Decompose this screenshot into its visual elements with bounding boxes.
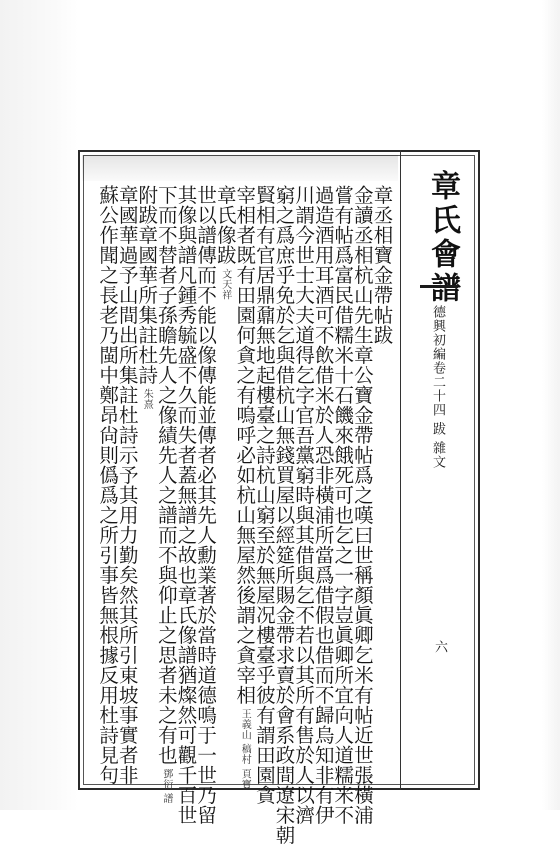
- column-note: 文天祥: [219, 265, 231, 301]
- column-text: 章氏像跋: [213, 185, 237, 265]
- column-text: 川謂今世士大夫道得乞字官吾黨窮時與其借與乞不若以其所有售於人以濟: [292, 185, 316, 825]
- text-column: [294, 185, 314, 825]
- text-column: [196, 185, 216, 825]
- column-text: 金讀丞相杭山先生章公寶金帶帖爲之嘆曰世稱顏眞卿乞米有帖近世張橫浦: [350, 185, 374, 825]
- column-text: 下而不替者子孫瞻先人之像績先人之譜而不與仰止之思者未之有也: [154, 185, 178, 765]
- folio-number: 六: [432, 640, 447, 653]
- column-note: 鄧衍 譜: [160, 765, 172, 804]
- column-text: 宰相者既有田園何貪之有嗚呼必如杭山無屋然後謂之貪宰相: [233, 185, 257, 705]
- column-text: 世以譜傳而不能以像傳能並傳者必其先人勳業著於當時道德鳴于一世乃留: [194, 185, 218, 825]
- text-column: [254, 185, 274, 805]
- text-column: [372, 185, 392, 345]
- top-bleed-through: [82, 155, 398, 181]
- text-column: [137, 185, 157, 410]
- fishtail-mark: [420, 285, 458, 302]
- column-text: 窮之爲庶乎免於乞與借杭山無錢買屋以經筵所賜金帶求賣於會系政間遼宋朝: [272, 185, 296, 845]
- section-label: 德興初編卷二十四 跋 雜文: [430, 305, 445, 470]
- column-text: 嘗有帖爲富民借糯米十石饑來餓死可也乞之一字豈眞卿所宜向人道糯米不: [331, 185, 355, 825]
- column-text: 附跋章國華所集註杜詩: [135, 185, 159, 385]
- column-text: 章丞相寶金帶帖跋: [370, 185, 394, 345]
- column-note: 朱熹: [141, 385, 153, 410]
- column-note: 王義山 稿村 頁寳: [239, 705, 251, 790]
- column-text: 賢相有官居鼎鼐無地起樓臺之詩杭山窮至於無屋况樓臺乎彼有謂田園貪: [252, 185, 276, 805]
- column-text: 其像與譜凡鍾秀毓盛不久而失者蓋無譜之故也章氏像譜猶燦然可觀千百世: [174, 185, 198, 825]
- page-gutter: [0, 0, 78, 810]
- text-column: [156, 185, 176, 804]
- text-column: [235, 185, 255, 790]
- text-column: [215, 185, 235, 300]
- text-column: [117, 185, 137, 785]
- book-title: 章氏會譜: [425, 170, 460, 306]
- text-column: [98, 185, 118, 785]
- text-column: [274, 185, 294, 845]
- column-text: 過造酒用耳酒可不飲借米於人恐非橫浦所當爲借假也借而不歸烏知非有伊: [311, 185, 335, 825]
- text-column: [333, 185, 353, 825]
- column-text: 章國華過予山間出所集註杜詩示予其用力勤矣然其所引東坡事實者非: [115, 185, 139, 785]
- text-column: [352, 185, 372, 825]
- column-text: 蘇公作聞之長老乃閩中鄭昂尙則僞爲之所引事皆無根據反用杜詩見句: [96, 185, 120, 785]
- text-column: [313, 185, 333, 825]
- text-column: [176, 185, 196, 825]
- page-edge: [542, 0, 560, 810]
